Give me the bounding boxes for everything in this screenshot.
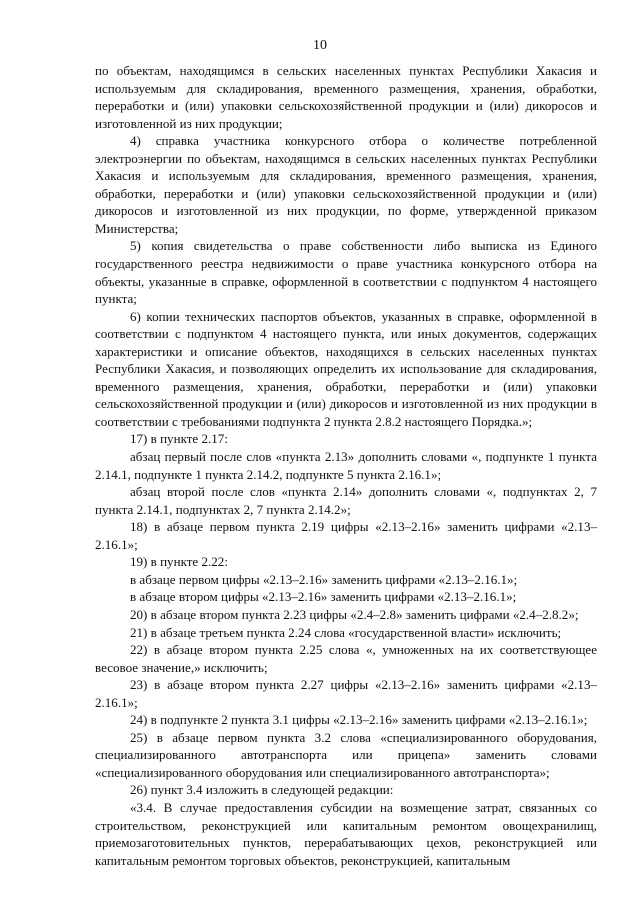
paragraph-item-18: 18) в абзаце первом пункта 2.19 цифры «2.13–2.16» заменить цифрами «2.13–2.16.1»; — [95, 519, 597, 552]
paragraph-item-19-second: в абзаце втором цифры «2.13–2.16» заменить цифрами «2.13–2.16.1»; — [130, 589, 517, 605]
paragraph-item-22: 22) в абзаце втором пункта 2.25 слова «, умноженных на их соответствующее весовое значение,» исключить; — [95, 642, 597, 675]
paragraph-item-21: 21) в абзаце третьем пункта 2.24 слова «государственной власти» исключить; — [130, 624, 562, 640]
paragraph-item-5: 5) копия свидетельства о праве собственности либо выписка из Единого государственного реестра недвижимости о праве участника конкурсного отбора на объекты, указанные в справке, оформленной в соответствии с подпунктом 4 настоящего пункта; — [95, 238, 597, 307]
paragraph-clause-3-4: «3.4. В случае предоставления субсидии на возмещение затрат, связанных со строительством, реконструкцией или капитальным ремонтом овощехранилищ, приемозаготовительных пунктов, перерабатывающих цехов, реконструкцией или капитальным ремонтом торговых объектов, реконструкцией, капитальным — [95, 799, 597, 868]
paragraph-item-24: 24) в подпункте 2 пункта 3.1 цифры «2.13–2.16» заменить цифрами «2.13–2.16.1»; — [130, 712, 588, 728]
document-body — [95, 62, 597, 869]
paragraph-item-4: 4) справка участника конкурсного отбора о количестве потребленной электроэнергии по объектам, находящимся в сельских населенных пунктах Республики Хакасия и используемым для складирования, временного размещения, хранения, обработки, переработки и (или) упаковки сельскохозяйственной продукции и (или) дикоросов и изготовленной из них продукции, по форме, утвержденной приказом Министерства; — [95, 133, 597, 236]
paragraph-item-17: 17) в пункте 2.17: — [130, 431, 228, 447]
paragraph-item-19-first: в абзаце первом цифры «2.13–2.16» заменить цифрами «2.13–2.16.1»; — [130, 571, 518, 587]
paragraph-item-26: 26) пункт 3.4 изложить в следующей редакции: — [130, 782, 394, 798]
paragraph-item-17-first: абзац первый после слов «пункта 2.13» дополнить словами «, подпункте 1 пункта 2.14.1, подпункте 1 пункта 2.14.2, подпункте 5 пункта 2.16.1»; — [95, 449, 597, 482]
page-number: 10 — [313, 38, 327, 53]
paragraph-item-19: 19) в пункте 2.22: — [130, 554, 228, 570]
paragraph-item-17-second: абзац второй после слов «пункта 2.14» дополнить словами «, подпунктах 2, 7 пункта 2.14.1, подпунктах 2, 7 пункта 2.14.2»; — [95, 484, 597, 517]
paragraph-continuation: по объектам, находящимся в сельских населенных пунктах Республики Хакасия и используемым для складирования, временного размещения, хранения, обработки, переработки и (или) упаковки сельскохозяйственной продукции и (или) дикоросов и изготовленной из них продукции; — [95, 63, 597, 131]
paragraph-item-20: 20) в абзаце втором пункта 2.23 цифры «2.4–2.8» заменить цифрами «2.4–2.8.2»; — [130, 606, 579, 622]
paragraph-item-23: 23) в абзаце втором пункта 2.27 цифры «2.13–2.16» заменить цифрами «2.13–2.16.1»; — [95, 677, 597, 710]
paragraph-item-25: 25) в абзаце первом пункта 3.2 слова «специализированного оборудования, специализированного автотранспорта или прицепа» заменить словами «специализированного оборудования или специализированного автотранспорта»; — [95, 729, 597, 780]
paragraph-item-6: 6) копии технических паспортов объектов, указанных в справке, оформленной в соответствии с подпунктом 4 настоящего пункта, или иных документов, содержащих характеристики и описание объектов, находящихся в сельских населенных пунктах Республики Хакасия, и позволяющих определить их использование для складирования, временного размещения, хранения, обработки, переработки и (или) упаковки сельскохозяйственной продукции и (или) дикоросов и изготовленной из них продукции в соответствии с требованиями подпункта 2 пункта 2.8.2 настоящего Порядка.»; — [95, 308, 597, 429]
